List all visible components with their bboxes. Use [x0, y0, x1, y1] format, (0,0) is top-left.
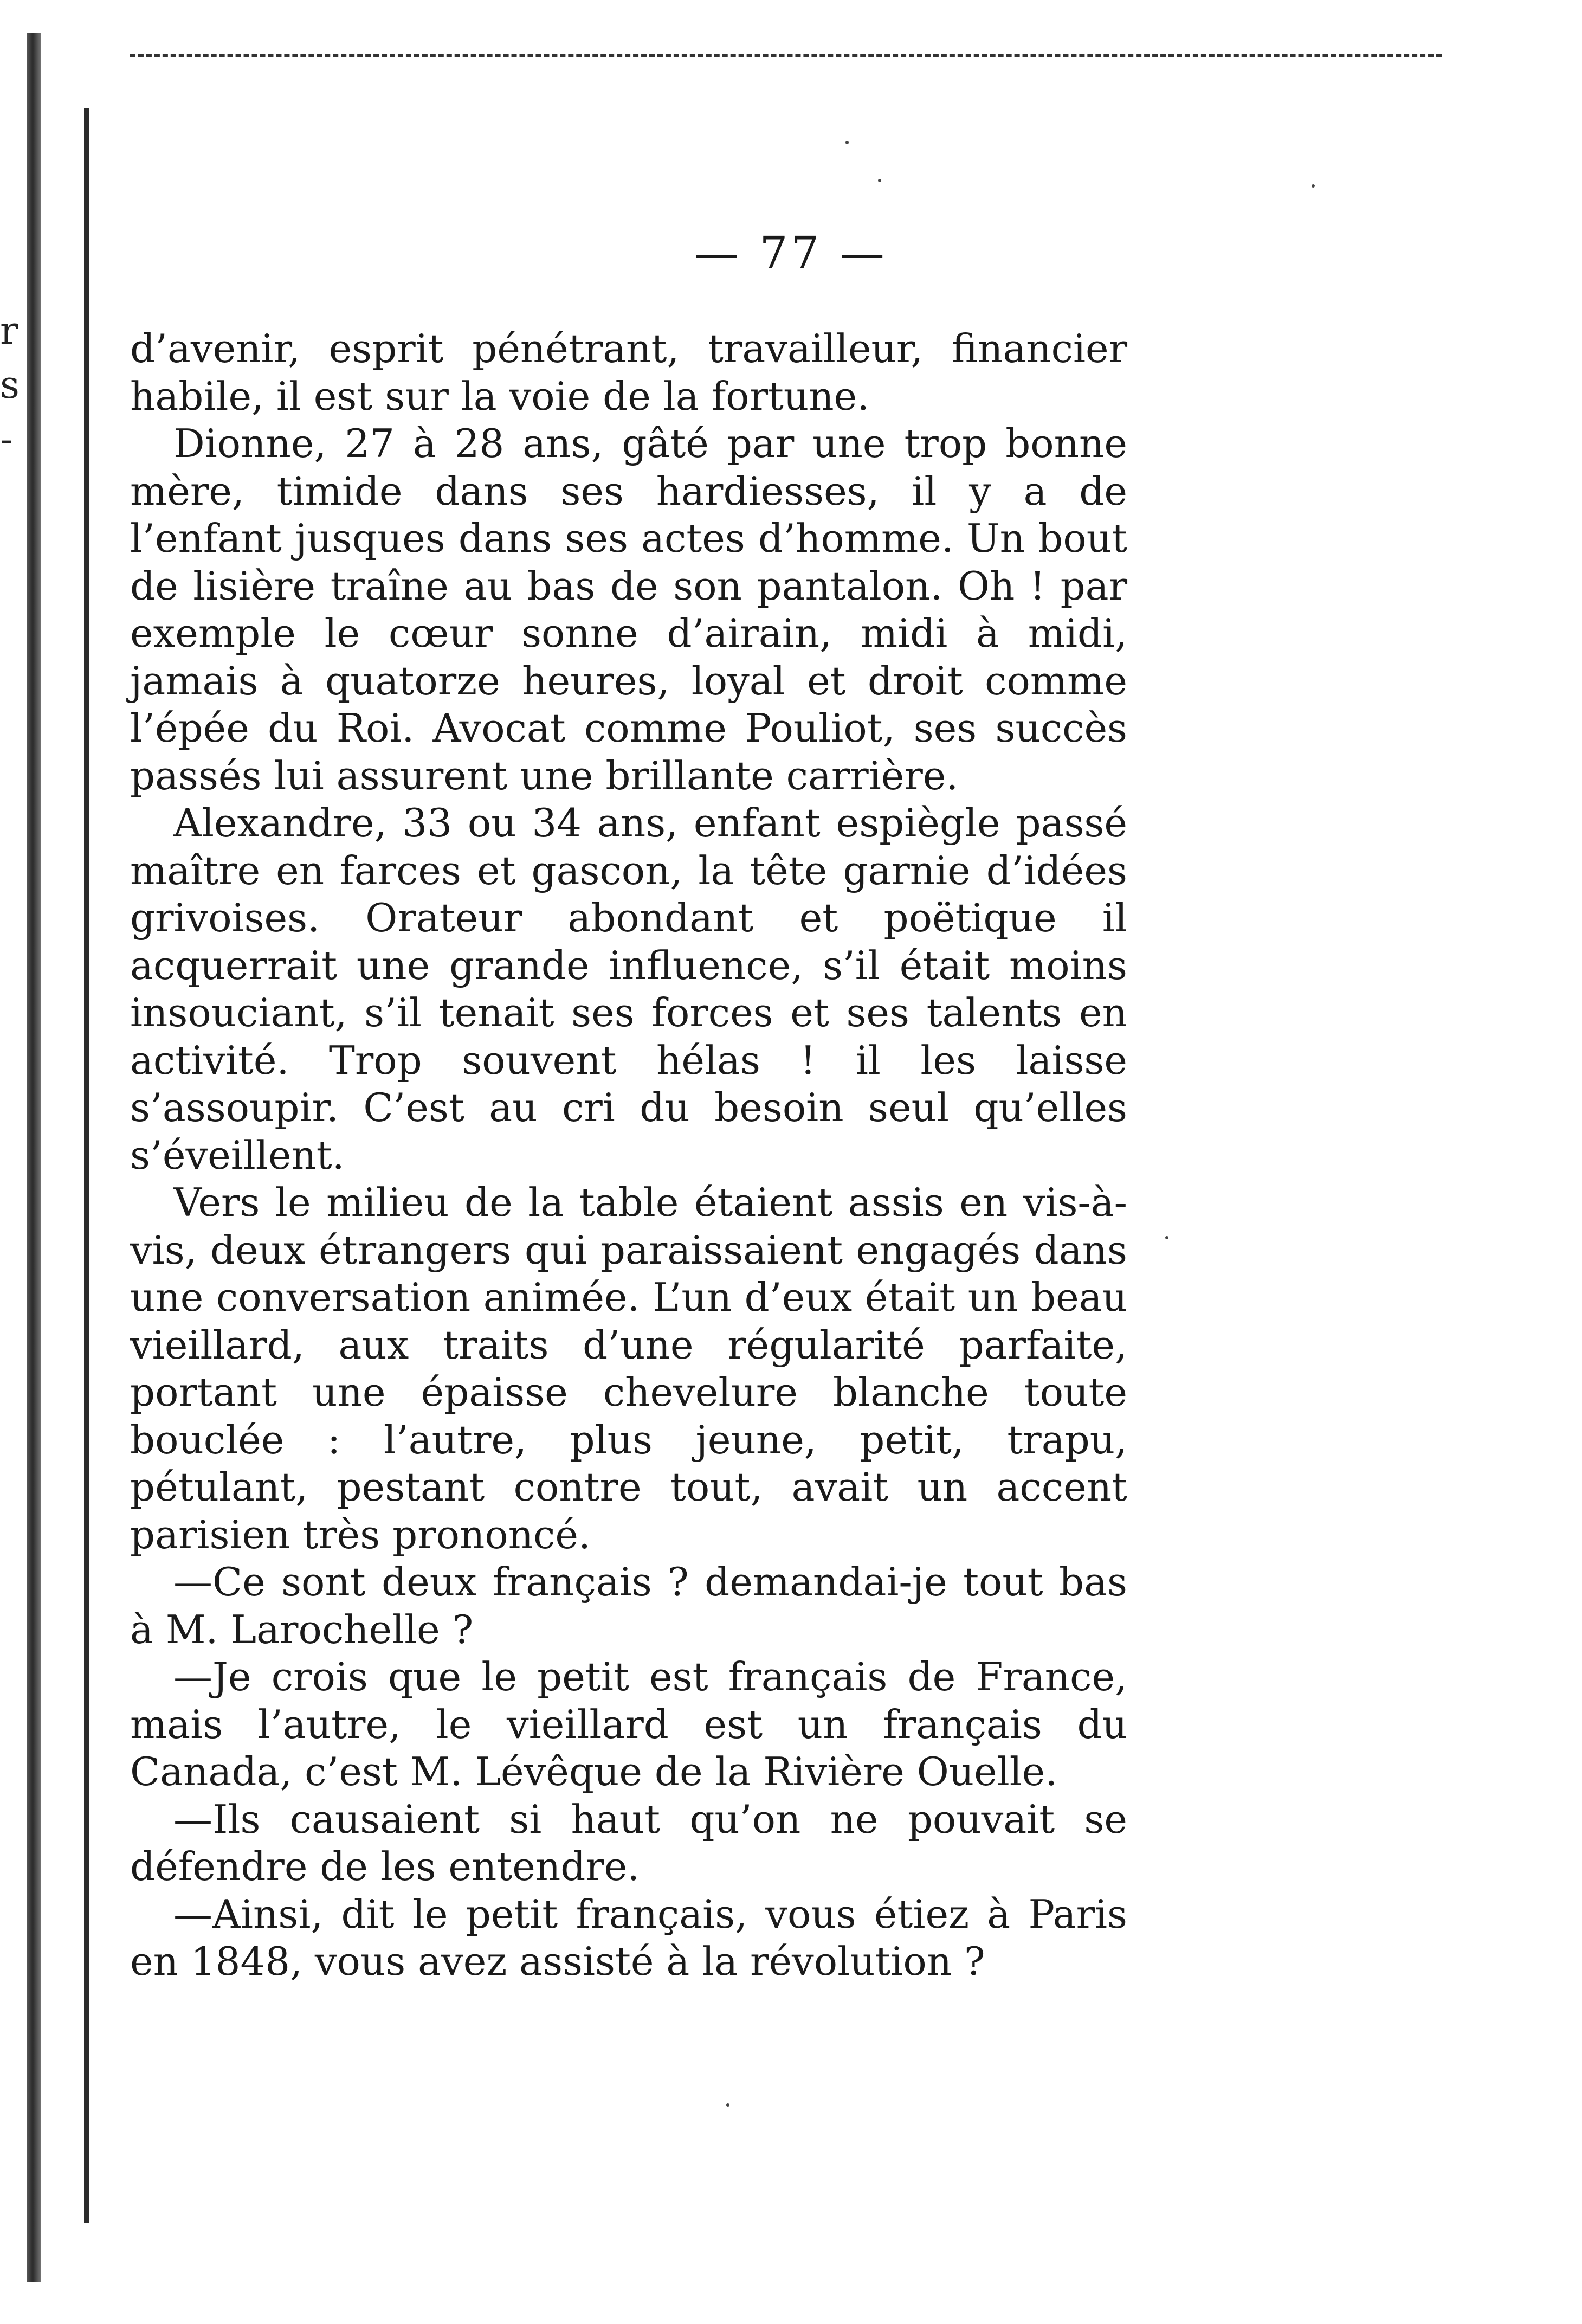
scan-speck: [1312, 184, 1315, 188]
paragraph: Alexandre, 33 ou 34 ans, enfant espiègle passé maître en farces et gascon, la tête garnie d’idées grivoises. Orateur abondant et poëtique il acquerrait une grande influence, s’il était moins insouciant, s’il tenait ses forces et ses talents en activité. Trop souvent hélas ! il les laisse s’assoupir. C’est au cri du besoin seul qu’elles s’éveillent.: [130, 800, 1127, 1178]
margin-fragment: r: [0, 308, 18, 353]
body-text: [130, 325, 1127, 1986]
paragraph: d’avenir, esprit pénétrant, travailleur, financier habile, il est sur la voie de la fortune.: [130, 326, 1127, 419]
binding-shadow: [27, 33, 41, 2282]
paragraph: —Ce sont deux français ? demandai-je tout bas à M. Larochelle ?: [130, 1559, 1127, 1652]
margin-fragments: [0, 304, 22, 466]
scan-speck: [878, 179, 881, 182]
scan-speck: [1165, 1236, 1168, 1239]
top-rule: [130, 54, 1442, 57]
margin-fragment: s: [0, 363, 20, 407]
paragraph: —Je crois que le petit est français de France, mais l’autre, le vieillard est un français du Canada, c’est M. Lévêque de la Rivière Ouelle.: [130, 1654, 1127, 1794]
paragraph: —Ainsi, dit le petit français, vous étiez à Paris en 1848, vous avez assisté à la révolution ?: [130, 1891, 1127, 1984]
scan-speck: [845, 141, 849, 144]
paragraph: —Ils causaient si haut qu’on ne pouvait se défendre de les entendre.: [130, 1796, 1127, 1889]
page-number: — 77 —: [694, 228, 888, 279]
scan-speck: [726, 2103, 729, 2107]
binding-line: [84, 108, 89, 2223]
paragraph: Vers le milieu de la table étaient assis en vis-à-vis, deux étrangers qui paraissaient engagés dans une conversation animée. L’un d’eux était un beau vieillard, aux traits d’une régularité parfaite, portant une épaisse chevelure blanche toute bouclée : l’autre, plus jeune, petit, trapu, pétulant, pestant contre tout, avait un accent parisien très prononcé.: [130, 1180, 1127, 1557]
margin-fragment: -: [0, 417, 13, 461]
paragraph: Dionne, 27 à 28 ans, gâté par une trop bonne mère, timide dans ses hardiesses, il y a de l’enfant jusques dans ses actes d’homme. Un bout de lisière traîne au bas de son pantalon. Oh ! par exemple le cœur sonne d’airain, midi à midi, jamais à quatorze heures, loyal et droit comme l’épée du Roi. Avocat comme Pouliot, ses succès passés lui assurent une brillante carrière.: [130, 421, 1127, 799]
